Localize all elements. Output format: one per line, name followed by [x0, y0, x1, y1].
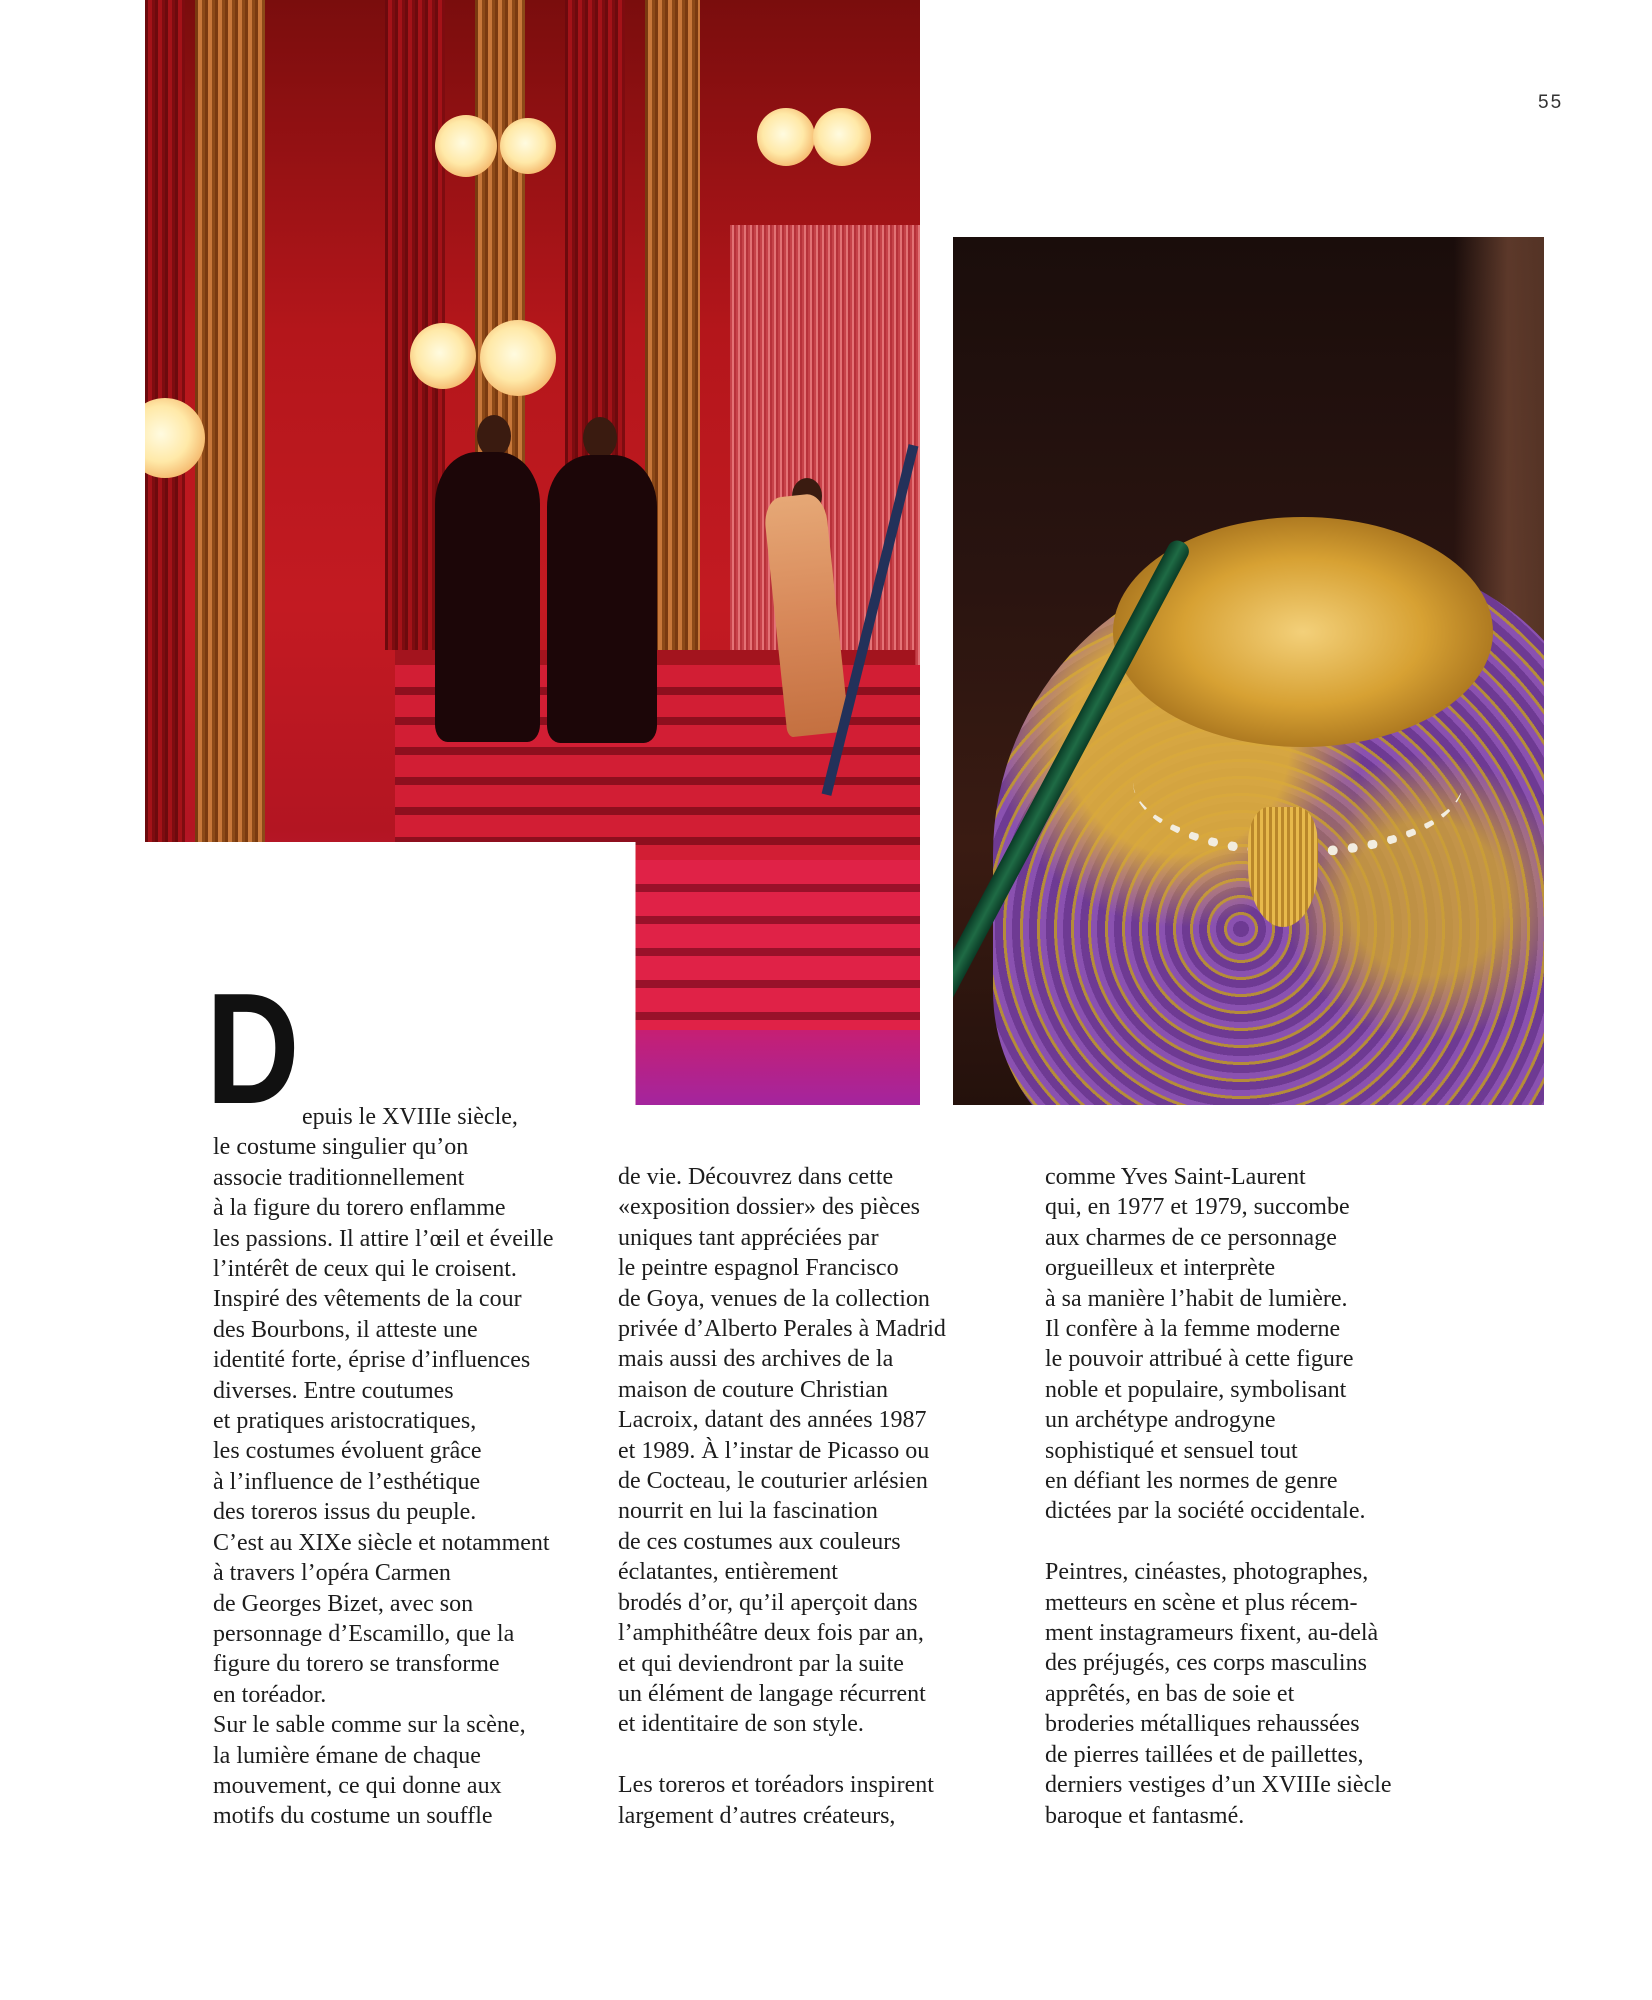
text-line: ment instagrameurs fixent, au-delà	[1045, 1620, 1379, 1647]
text-line: Sur le sable comme sur la scène,	[213, 1712, 526, 1739]
text-line: C’est au XIXe siècle et notamment	[213, 1529, 550, 1556]
text-line: mouvement, ce qui donne aux	[213, 1772, 502, 1799]
embroidered-jacket-photo	[953, 237, 1544, 1105]
text-line: brodés d’or, qu’il aperçoit dans	[618, 1589, 918, 1616]
text-line: en défiant les normes de genre	[1045, 1468, 1338, 1495]
text-line: Il confère à la femme moderne	[1045, 1316, 1341, 1343]
text-line: uniques tant appréciées par	[618, 1224, 879, 1251]
text-line: et pratiques aristocratiques,	[213, 1408, 477, 1435]
text-line: l’intérêt de ceux qui le croisent.	[213, 1256, 517, 1283]
text-line: les passions. Il attire l’œil et éveille	[213, 1225, 554, 1252]
text-line: et 1989. À l’instar de Picasso ou	[618, 1437, 930, 1464]
article-column-1	[213, 1102, 603, 1832]
text-line: Inspiré des vêtements de la cour	[213, 1286, 522, 1313]
text-line: figure du torero se transforme	[213, 1651, 500, 1678]
text-line: éclatantes, entièrement	[618, 1559, 838, 1586]
paragraph-gap	[618, 1740, 1018, 1770]
text-line: à l’influence de l’esthétique	[213, 1468, 481, 1495]
article-column-2	[618, 1162, 1018, 1831]
text-line: de Cocteau, le couturier arlésien	[618, 1468, 928, 1495]
text-line: un archétype androgyne	[1045, 1407, 1276, 1434]
text-line: personnage d’Escamillo, que la	[213, 1620, 515, 1647]
text-line: Peintres, cinéastes, photographes,	[1045, 1559, 1369, 1586]
text-line: noble et populaire, symbolisant	[1045, 1376, 1347, 1403]
text-line: de pierres taillées et de paillettes,	[1045, 1741, 1364, 1768]
text-line: en toréador.	[213, 1681, 327, 1708]
text-line: les costumes évoluent grâce	[213, 1438, 482, 1465]
text-line: Les toreros et toréadors inspirent	[618, 1772, 934, 1799]
text-line: diverses. Entre coutumes	[213, 1377, 454, 1404]
text-line: de ces costumes aux couleurs	[618, 1528, 901, 1555]
article-column-3	[1045, 1162, 1465, 1831]
text-line: un élément de langage récurrent	[618, 1680, 926, 1707]
text-line: maison de couture Christian	[618, 1376, 888, 1403]
text-line: «exposition dossier» des pièces	[618, 1194, 920, 1221]
text-line: de Goya, venues de la collection	[618, 1285, 930, 1312]
text-line: qui, en 1977 et 1979, succombe	[1045, 1194, 1350, 1221]
text-line: la lumière émane de chaque	[213, 1742, 481, 1769]
text-line: broderies métalliques rehaussées	[1045, 1711, 1360, 1738]
text-line: à sa manière l’habit de lumière.	[1045, 1285, 1348, 1312]
text-line: l’amphithéâtre deux fois par an,	[618, 1620, 924, 1647]
text-line: le costume singulier qu’on	[213, 1134, 469, 1161]
text-line: apprêtés, en bas de soie et	[1045, 1680, 1295, 1707]
text-line: baroque et fantasmé.	[1045, 1802, 1245, 1829]
text-line: de Georges Bizet, avec son	[213, 1590, 474, 1617]
text-line: dictées par la société occidentale.	[1045, 1498, 1366, 1525]
text-line: le pouvoir attribué à cette figure	[1045, 1346, 1354, 1373]
text-line: et qui deviendront par la suite	[618, 1650, 904, 1677]
text-line: des toreros issus du peuple.	[213, 1499, 477, 1526]
text-line: des Bourbons, il atteste une	[213, 1316, 478, 1343]
text-line: metteurs en scène et plus récem-	[1045, 1589, 1358, 1616]
text-line: sophistiqué et sensuel tout	[1045, 1437, 1298, 1464]
text-line: et identitaire de son style.	[618, 1711, 864, 1738]
text-line: comme Yves Saint-Laurent	[1045, 1164, 1306, 1190]
text-line: mais aussi des archives de la	[618, 1346, 894, 1373]
text-line: des préjugés, ces corps masculins	[1045, 1650, 1367, 1677]
text-line: privée d’Alberto Perales à Madrid	[618, 1316, 946, 1343]
text-line: Lacroix, datant des années 1987	[618, 1407, 927, 1434]
text-line: de vie. Découvrez dans cette	[618, 1164, 894, 1190]
paragraph-gap	[1045, 1527, 1465, 1557]
text-line: motifs du costume un souffle	[213, 1803, 493, 1830]
text-line: nourrit en lui la fascination	[618, 1498, 878, 1525]
text-line: aux charmes de ce personnage	[1045, 1224, 1337, 1251]
text-line: le peintre espagnol Francisco	[618, 1255, 899, 1282]
text-line: à travers l’opéra Carmen	[213, 1560, 451, 1587]
page-number: 55	[1538, 92, 1564, 113]
text-line: epuis le XVIIIe siècle,	[302, 1104, 518, 1130]
text-line: derniers vestiges d’un XVIIIe siècle	[1045, 1772, 1392, 1799]
text-line: associe traditionnellement	[213, 1164, 465, 1191]
text-line: identité forte, éprise d’influences	[213, 1347, 531, 1374]
opera-stage-photo	[145, 0, 920, 1105]
text-line: largement d’autres créateurs,	[618, 1802, 896, 1829]
text-line: orgueilleux et interprète	[1045, 1255, 1276, 1282]
text-line: à la figure du torero enflamme	[213, 1195, 506, 1222]
drop-cap: D	[206, 961, 297, 1137]
